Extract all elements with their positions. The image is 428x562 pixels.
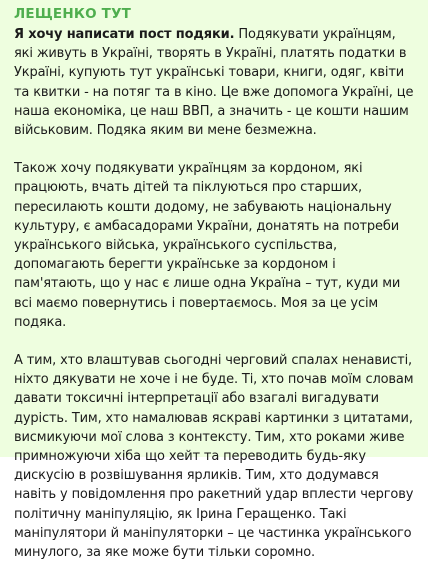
message-paragraph-3: А тим, хто влаштував сьогодні черговий спалах ненависті, ніхто дякувати не хоче і не буде. Ті, хто почав моїм словам давати токсичні інтерпретації або взагалі вигадувати дурість. Тим, хто намалював яскраві картинки з цитатами, висмикуючи мої слова з контексту. Тим, хто роками живе примножуючи хіба що хейт та переводить будь-яку дискусію в розвішування ярликів. Тим, хто додумався навіть у повідомлення про ракетний удар вплести чергову політичну маніпуляцію, як Ірина Геращенко. Такі маніпулятори й маніпуляторки – це частинка українського минулого, за яке може бути тільки соромно. xyxy=(14,353,414,561)
message-paragraph-1-text: Подякувати українцям, які живуть в Україні, творять в Україні, платять податки в Україні, купують тут українські товари, книги, одяг, квіти та квитки - на потяг та в кіно. Це вже допомога Україні, це наша економіка, це наш ВВП, а значить - це кошти нашим військовим. Подяка яким ви мене безмежна. xyxy=(14,27,414,139)
message-lead: Я хочу написати пост подяки. xyxy=(14,27,235,42)
channel-name[interactable]: ЛЕЩЕНКО ТУТ xyxy=(14,6,132,22)
message-paragraph-2: Також хочу подякувати українцям за кордоном, які працюють, вчать дітей та піклуються про старших, пересилають кошти додому, не забувають національну культуру, є амбасадорами України, донатять на потреби українського війська, українського суспільства, допомагають берегти українське за кордоном і пам'ятають, що у нас є лише одна Україна – тут, куди ми всі маємо повернутись і повертаємось. Моя за це усім подяка. xyxy=(14,161,401,330)
message-paragraph-1 xyxy=(14,25,414,140)
